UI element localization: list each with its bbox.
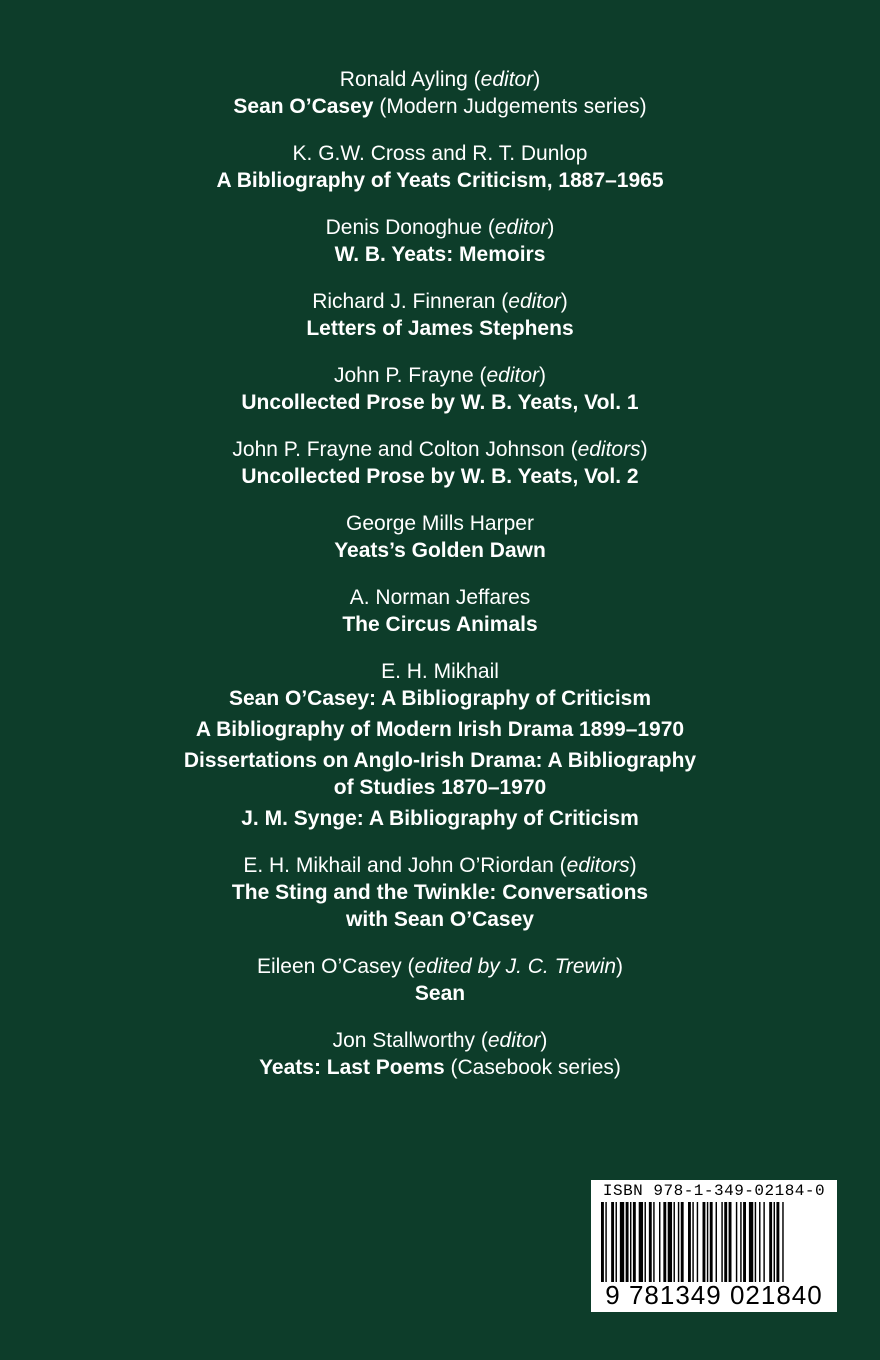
entry-title: W. B. Yeats: Memoirs — [334, 243, 546, 266]
entry-title: Sean — [414, 982, 466, 1005]
barcode-bar — [721, 1202, 722, 1282]
entry-title: Yeats’s Golden Dawn — [334, 539, 546, 562]
entry-series: (Casebook series) — [450, 1056, 621, 1079]
entry-role: editor — [494, 216, 548, 239]
entry-author: John P. Frayne and Colton Johnson — [232, 438, 565, 461]
book-entry — [40, 852, 840, 933]
entry-title-line — [40, 879, 840, 906]
entry-title-line — [40, 315, 840, 342]
entry-title: with Sean O’Casey — [346, 908, 534, 931]
barcode-bar — [653, 1202, 654, 1282]
entry-role: editor — [508, 290, 561, 313]
entry-title-line — [40, 685, 840, 712]
entry-author-line: John P. Frayne and Colton Johnson (editors) — [232, 438, 648, 461]
barcode-bar — [769, 1202, 772, 1282]
entry-author-line — [40, 658, 840, 685]
book-entry — [40, 140, 840, 194]
barcode-bar — [626, 1202, 629, 1282]
entry-title: A Bibliography of Modern Irish Drama 1899–1970 — [195, 718, 685, 741]
entry-title-line — [40, 906, 840, 933]
barcode-bar — [743, 1202, 746, 1282]
barcode-bar — [697, 1202, 698, 1282]
entry-role: edited by J. C. Trewin — [414, 955, 617, 978]
isbn-barcode — [591, 1180, 837, 1312]
barcode-bar — [620, 1202, 624, 1282]
barcode-bar — [674, 1202, 675, 1282]
entry-author-line — [40, 140, 840, 167]
entry-title: The Circus Animals — [342, 613, 538, 636]
barcode-bar — [639, 1202, 643, 1282]
barcode-bar — [759, 1202, 760, 1282]
entry-title-line — [40, 747, 840, 774]
entry-title: Sean O’Casey — [233, 95, 374, 118]
entry-author: Richard J. Finneran — [312, 290, 496, 313]
barcode-bar — [659, 1202, 660, 1282]
entry-author-line: E. H. Mikhail and John O’Riordan (editors) — [243, 854, 637, 877]
book-entry — [40, 658, 840, 832]
barcode-bar — [716, 1202, 717, 1282]
barcode-bar — [633, 1202, 636, 1282]
entry-series: (Modern Judgements series) — [379, 95, 647, 118]
entry-role: editor — [486, 364, 540, 387]
entry-author: E. H. Mikhail and John O’Riordan — [243, 854, 554, 877]
barcode-bar — [710, 1202, 713, 1282]
entry-author-line: Denis Donoghue (editor) — [325, 216, 555, 239]
entry-title-line — [40, 805, 840, 832]
barcode-bar — [605, 1202, 606, 1282]
entry-title-line — [40, 1054, 840, 1081]
barcode-bar — [668, 1202, 672, 1282]
entry-role: editor — [480, 68, 534, 91]
entry-title: Letters of James Stephens — [306, 317, 574, 340]
entry-title: of Studies 1870–1970 — [333, 776, 547, 799]
barcode-bar — [703, 1202, 706, 1282]
entry-author: Denis Donoghue — [325, 216, 483, 239]
barcode-bar — [707, 1202, 708, 1282]
book-entry — [40, 362, 840, 416]
barcode-bar — [611, 1202, 614, 1282]
entry-title: Yeats: Last Poems — [259, 1056, 445, 1079]
entry-title: Uncollected Prose by W. B. Yeats, Vol. 1 — [241, 391, 639, 414]
entry-title-line — [40, 93, 840, 120]
barcode-bar — [774, 1202, 775, 1282]
book-entry — [40, 288, 840, 342]
book-entry — [40, 436, 840, 490]
entry-role: editors — [577, 438, 641, 461]
barcode-bar — [776, 1202, 779, 1282]
entry-title-line — [40, 716, 840, 743]
entry-author-line: Richard J. Finneran (editor) — [312, 290, 568, 313]
entry-title-line — [40, 241, 840, 268]
entry-role: editors — [566, 854, 630, 877]
entry-title: The Sting and the Twinkle: Conversations — [231, 881, 649, 904]
barcode-bar — [782, 1202, 783, 1282]
barcode-bar — [688, 1202, 691, 1282]
entry-author: Ronald Ayling — [339, 68, 468, 91]
barcode-bars — [601, 1202, 827, 1282]
entry-title: A Bibliography of Yeats Criticism, 1887–1965 — [216, 169, 664, 192]
entry-title-line — [40, 611, 840, 638]
entry-title-line — [40, 774, 840, 801]
book-entry — [40, 214, 840, 268]
barcode-bar — [724, 1202, 727, 1282]
barcode-bar — [692, 1202, 693, 1282]
entry-author-line — [40, 584, 840, 611]
entry-role: editor — [487, 1029, 541, 1052]
entry-author: A. Norman Jeffares — [349, 586, 531, 609]
book-entry — [40, 953, 840, 1007]
entry-author: Jon Stallworthy — [332, 1029, 476, 1052]
barcode-bar — [678, 1202, 679, 1282]
ean-number: 9 781349 021840 — [605, 1280, 823, 1310]
entry-author: K. G.W. Cross and R. T. Dunlop — [292, 142, 588, 165]
entry-title: Uncollected Prose by W. B. Yeats, Vol. 2 — [241, 465, 639, 488]
barcode-bar — [736, 1202, 737, 1282]
entry-title-line — [40, 167, 840, 194]
barcode-bar — [601, 1202, 604, 1282]
entry-author-line: Jon Stallworthy (editor) — [332, 1029, 548, 1052]
barcode-bar — [755, 1202, 756, 1282]
entry-author: Eileen O’Casey — [256, 955, 402, 978]
barcode-bar — [616, 1202, 617, 1282]
barcode-bar — [729, 1202, 732, 1282]
book-entry — [40, 510, 840, 564]
entry-title: J. M. Synge: A Bibliography of Criticism — [241, 807, 639, 830]
barcode-bar — [763, 1202, 764, 1282]
isbn-label: ISBN 978-1-349-02184-0 — [602, 1182, 826, 1200]
entry-title-line — [40, 463, 840, 490]
book-list — [40, 66, 840, 1101]
entry-author: John P. Frayne — [333, 364, 474, 387]
entry-author-line: Ronald Ayling (editor) — [339, 68, 541, 91]
entry-author-line — [40, 510, 840, 537]
entry-title-line — [40, 389, 840, 416]
entry-title-line — [40, 980, 840, 1007]
entry-author-line: John P. Frayne (editor) — [333, 364, 547, 387]
barcode-bar — [740, 1202, 741, 1282]
barcode-bar — [749, 1202, 753, 1282]
book-entry — [40, 584, 840, 638]
entry-author: George Mills Harper — [346, 512, 534, 535]
barcode-bar — [645, 1202, 646, 1282]
entry-author-line: Eileen O’Casey (edited by J. C. Trewin) — [256, 955, 624, 978]
entry-title: Sean O’Casey: A Bibliography of Criticism — [228, 687, 652, 710]
book-entry — [40, 1027, 840, 1081]
entry-title-line — [40, 537, 840, 564]
entry-author: E. H. Mikhail — [381, 660, 499, 683]
entry-title: Dissertations on Anglo-Irish Drama: A Bibliography — [183, 749, 697, 772]
book-entry — [40, 66, 840, 120]
barcode-bar — [681, 1202, 684, 1282]
barcode-bar — [649, 1202, 652, 1282]
barcode-bar — [630, 1202, 631, 1282]
barcode-bar — [663, 1202, 666, 1282]
